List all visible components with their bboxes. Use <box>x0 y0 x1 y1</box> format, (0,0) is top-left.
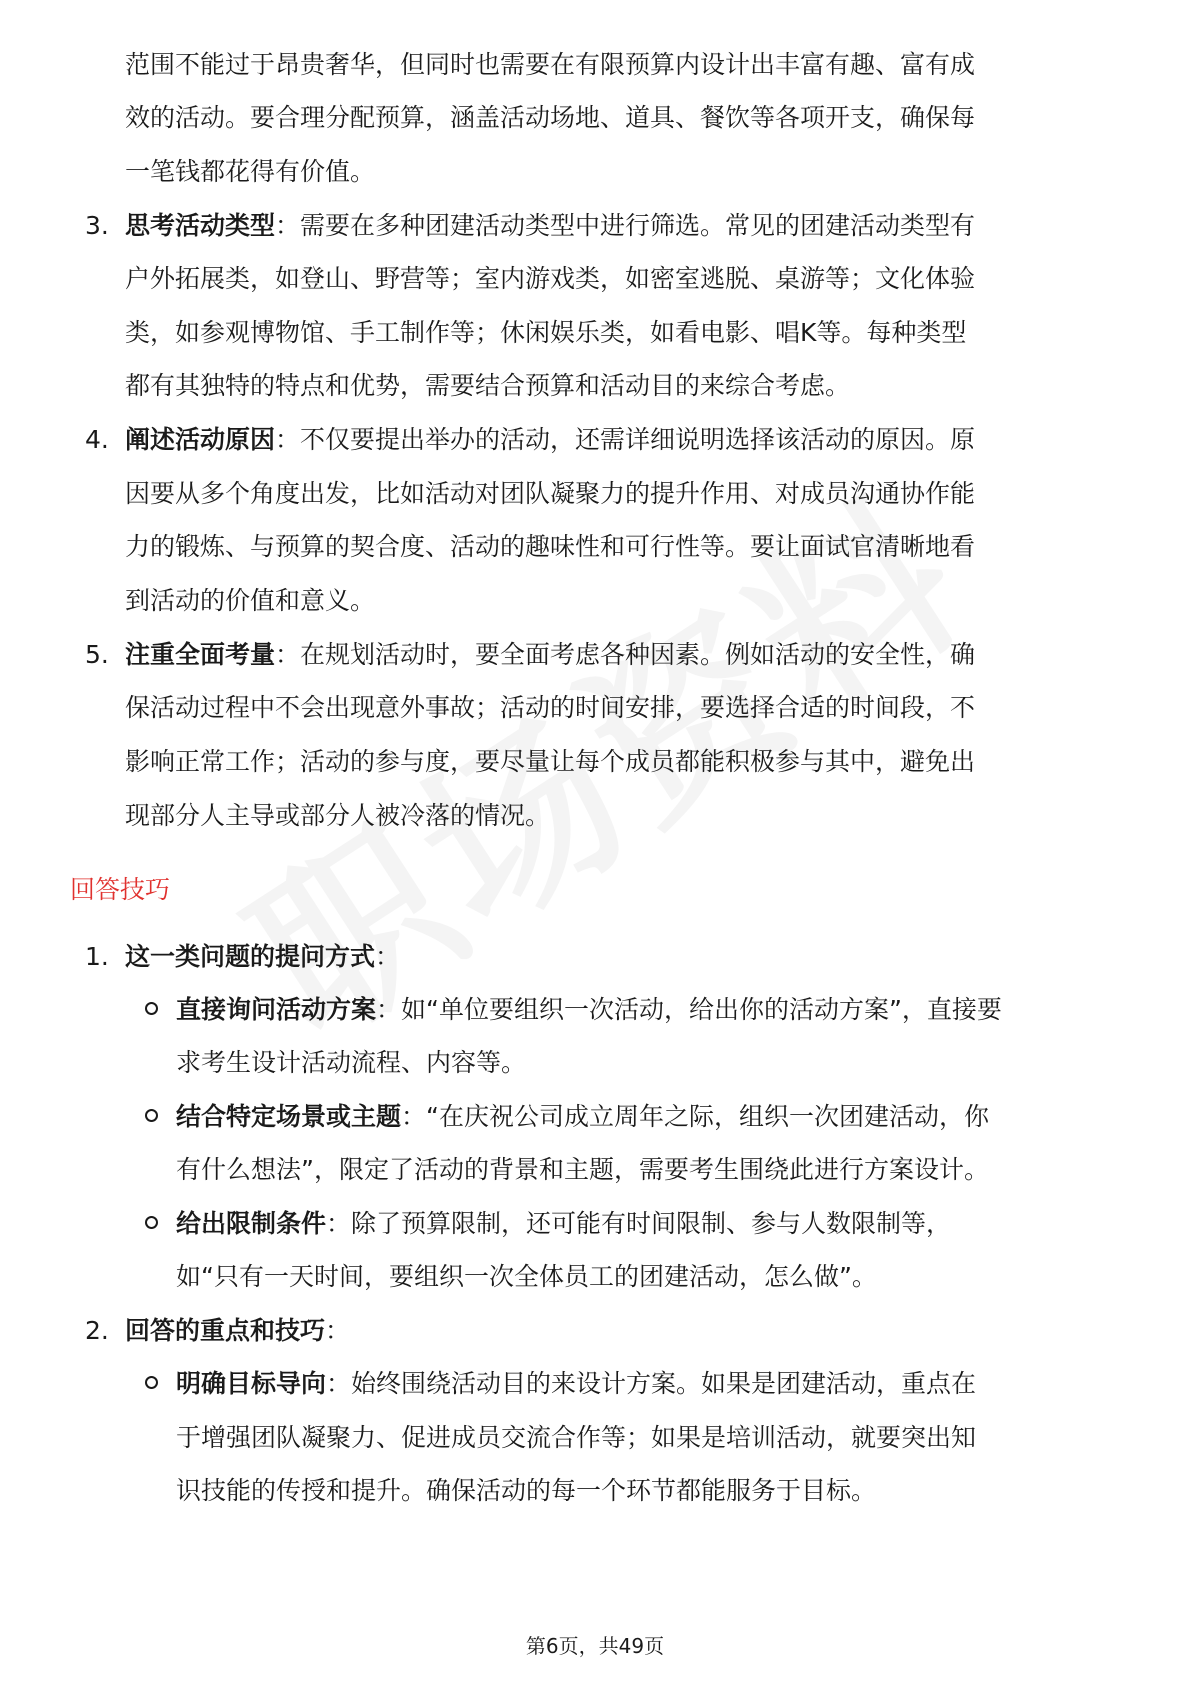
sub-item-text: ：如“单位要组织一次活动，给出你的活动方案”，直接要 <box>376 995 1002 1024</box>
paragraph-line: 如“只有一天时间，要组织一次全体员工的团建活动，怎么做”。 <box>176 1262 877 1291</box>
paragraph-line: 影响正常工作；活动的参与度，要尽量让每个成员都能积极参与其中，避免出 <box>125 747 976 776</box>
list-item-text: ：在规划活动时，要全面考虑各种因素。例如活动的安全性，确 <box>275 640 976 669</box>
circle-bullet-icon <box>145 1109 158 1122</box>
paragraph-line: 求考生设计活动流程、内容等。 <box>176 1048 527 1077</box>
paragraph-line: 效的活动。要合理分配预算，涵盖活动场地、道具、餐饮等各项开支，确保每 <box>125 103 976 132</box>
list-item-first-line <box>125 940 400 974</box>
circle-bullet-icon <box>145 1002 158 1015</box>
list-item-title: 注重全面考量 <box>125 640 276 669</box>
list-item-text: ：不仅要提出举办的活动，还需详细说明选择该活动的原因。原 <box>275 425 976 454</box>
list-item-title: 这一类问题的提问方式 <box>125 942 376 971</box>
paragraph-line: 保活动过程中不会出现意外事故；活动的时间安排，要选择合适的时间段，不 <box>125 693 976 722</box>
sub-item-title: 给出限制条件 <box>176 1209 327 1238</box>
list-item-first-line <box>125 1314 350 1348</box>
paragraph-line: 现部分人主导或部分人被冷落的情况。 <box>125 801 551 830</box>
paragraph-line: 因要从多个角度出发，比如活动对团队凝聚力的提升作用、对成员沟通协作能 <box>125 479 976 508</box>
list-item-text: ： <box>375 942 401 971</box>
paragraph-line: 都有其独特的特点和优势，需要结合预算和活动目的来综合考虑。 <box>125 371 851 400</box>
list-number: 5. <box>85 640 109 669</box>
list-item-title: 思考活动类型 <box>125 211 276 240</box>
circle-bullet-icon <box>145 1216 158 1229</box>
list-number: 4. <box>85 425 109 454</box>
sub-item-first-line <box>176 1100 989 1134</box>
sub-item-first-line <box>176 1207 951 1241</box>
paragraph-line: 户外拓展类，如登山、野营等；室内游戏类，如密室逃脱、桌游等；文化体验 <box>125 264 976 293</box>
sub-item-text: ：始终围绕活动目的来设计方案。如果是团建活动，重点在 <box>326 1369 977 1398</box>
list-item-text: ： <box>325 1316 351 1345</box>
list-item-title: 回答的重点和技巧 <box>125 1316 326 1345</box>
sub-item-text: ：“在庆祝公司成立周年之际，组织一次团建活动，你 <box>401 1102 989 1131</box>
page-number: 第6页，共49页 <box>525 1634 665 1658</box>
sub-item-title: 明确目标导向 <box>176 1369 327 1398</box>
sub-item-text: ：除了预算限制，还可能有时间限制、参与人数限制等， <box>326 1209 952 1238</box>
sub-item-title: 直接询问活动方案 <box>176 995 377 1024</box>
paragraph-line: 范围不能过于昂贵奢华，但同时也需要在有限预算内设计出丰富有趣、富有成 <box>125 50 976 79</box>
list-item-first-line <box>125 209 975 243</box>
list-number: 3. <box>85 211 109 240</box>
list-item-text: ：需要在多种团建活动类型中进行筛选。常见的团建活动类型有 <box>275 211 976 240</box>
paragraph-line: 类，如参观博物馆、手工制作等；休闲娱乐类，如看电影、唱K等。每种类型 <box>125 318 967 347</box>
list-item-title: 阐述活动原因 <box>125 425 276 454</box>
paragraph-line: 力的锻炼、与预算的契合度、活动的趣味性和可行性等。要让面试官清晰地看 <box>125 532 976 561</box>
paragraph-line: 于增强团队凝聚力、促进成员交流合作等；如果是培训活动，就要突出知 <box>176 1423 977 1452</box>
sub-item-first-line <box>176 993 1002 1027</box>
paragraph-line: 一笔钱都花得有价值。 <box>125 157 376 186</box>
list-item-first-line <box>125 638 975 672</box>
circle-bullet-icon <box>145 1376 158 1389</box>
paragraph-line: 识技能的传授和提升。确保活动的每一个环节都能服务于目标。 <box>176 1476 877 1505</box>
sub-item-title: 结合特定场景或主题 <box>176 1102 402 1131</box>
list-number: 1. <box>85 942 109 971</box>
list-number: 2. <box>85 1316 109 1345</box>
sub-item-first-line <box>176 1367 976 1401</box>
section-title: 回答技巧 <box>70 875 171 904</box>
paragraph-line: 有什么想法”，限定了活动的背景和主题，需要考生围绕此进行方案设计。 <box>176 1155 989 1184</box>
list-item-first-line <box>125 423 975 457</box>
paragraph-line: 到活动的价值和意义。 <box>125 586 376 615</box>
